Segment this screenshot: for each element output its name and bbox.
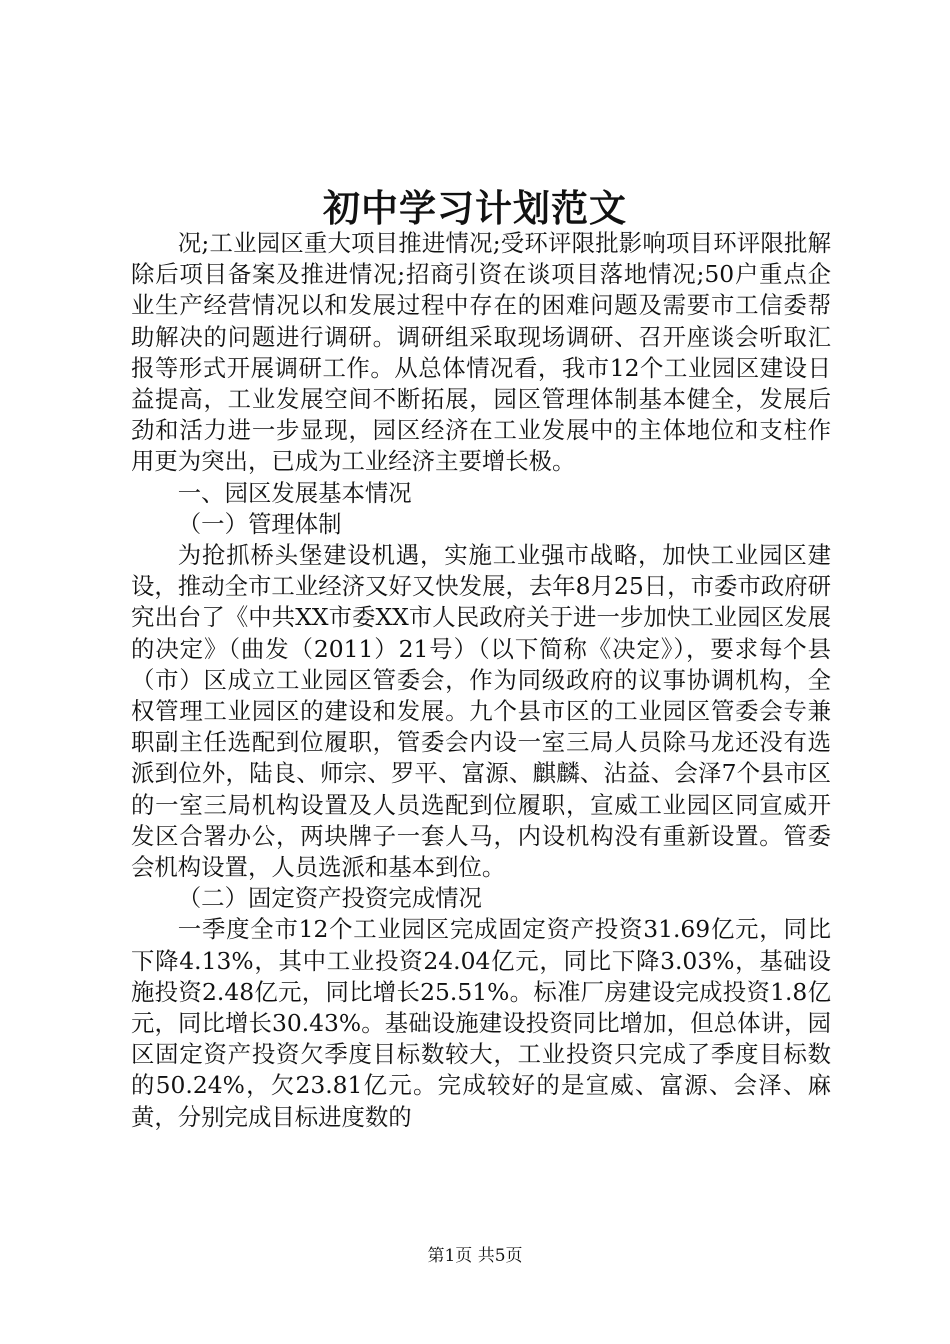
document-body bbox=[131, 228, 831, 1133]
subsection-heading-investment: （二）固定资产投资完成情况 bbox=[177, 884, 482, 913]
paragraph-intro: 况;工业园区重大项目推进情况;受环评限批影响项目环评限批解除后项目备案及推进情况;招商引资在谈项目落地情况;50户重点企业生产经营情况以和发展过程中存在的困难问题及需要市工信委帮助解决的问题进行调研。调研组采取现场调研、召开座谈会听取汇报等形式开展调研工作。从总体情况看，我市12个工业园区建设日益提高，工业发展空间不断拓展，园区管理体制基本健全，发展后劲和活力进一步显现，园区经济在工业发展中的主体地位和支柱作用更为突出，已成为工业经济主要增长极。 bbox=[131, 229, 831, 476]
page-number-footer: 第1页 共5页 bbox=[427, 1246, 523, 1266]
section-heading: 一、园区发展基本情况 bbox=[177, 478, 412, 507]
document-title: 初中学习计划范文 bbox=[323, 186, 627, 230]
paragraph-management: 为抢抓桥头堡建设机遇，实施工业强市战略，加快工业园区建设，推动全市工业经济又好又快发展，去年8月25日，市委市政府研究出台了《中共XX市委XX市人民政府关于进一步加快工业园区发展的决定》（曲发（2011）21号）（以下简称《决定》），要求每个县（市）区成立工业园区管委会，作为同级政府的议事协调机构，全权管理工业园区的建设和发展。九个县市区的工业园区管委会专兼职副主任选配到位履职，管委会内设一室三局人员除马龙还没有选派到位外，陆良、师宗、罗平、富源、麒麟、沾益、会泽7个县市区的一室三局机构设置及人员选配到位履职，宣威工业园区同宣威开发区合署办公，两块牌子一套人马，内设机构没有重新设置。管委会机构设置，人员选派和基本到位。 bbox=[131, 541, 831, 882]
paragraph-investment: 一季度全市12个工业园区完成固定资产投资31.69亿元，同比下降4.13%，其中工业投资24.04亿元，同比下降3.03%，基础设施投资2.48亿元，同比增长25.51%。标准厂房建设完成投资1.8亿元，同比增长30.43%。基础设施建设投资同比增加，但总体讲，园区固定资产投资欠季度目标数较大，工业投资只完成了季度目标数的50.24%，欠23.81亿元。完成较好的是宣威、富源、会泽、麻黄，分别完成目标进度数的 bbox=[131, 915, 831, 1131]
subsection-heading-management: （一）管理体制 bbox=[177, 509, 342, 538]
